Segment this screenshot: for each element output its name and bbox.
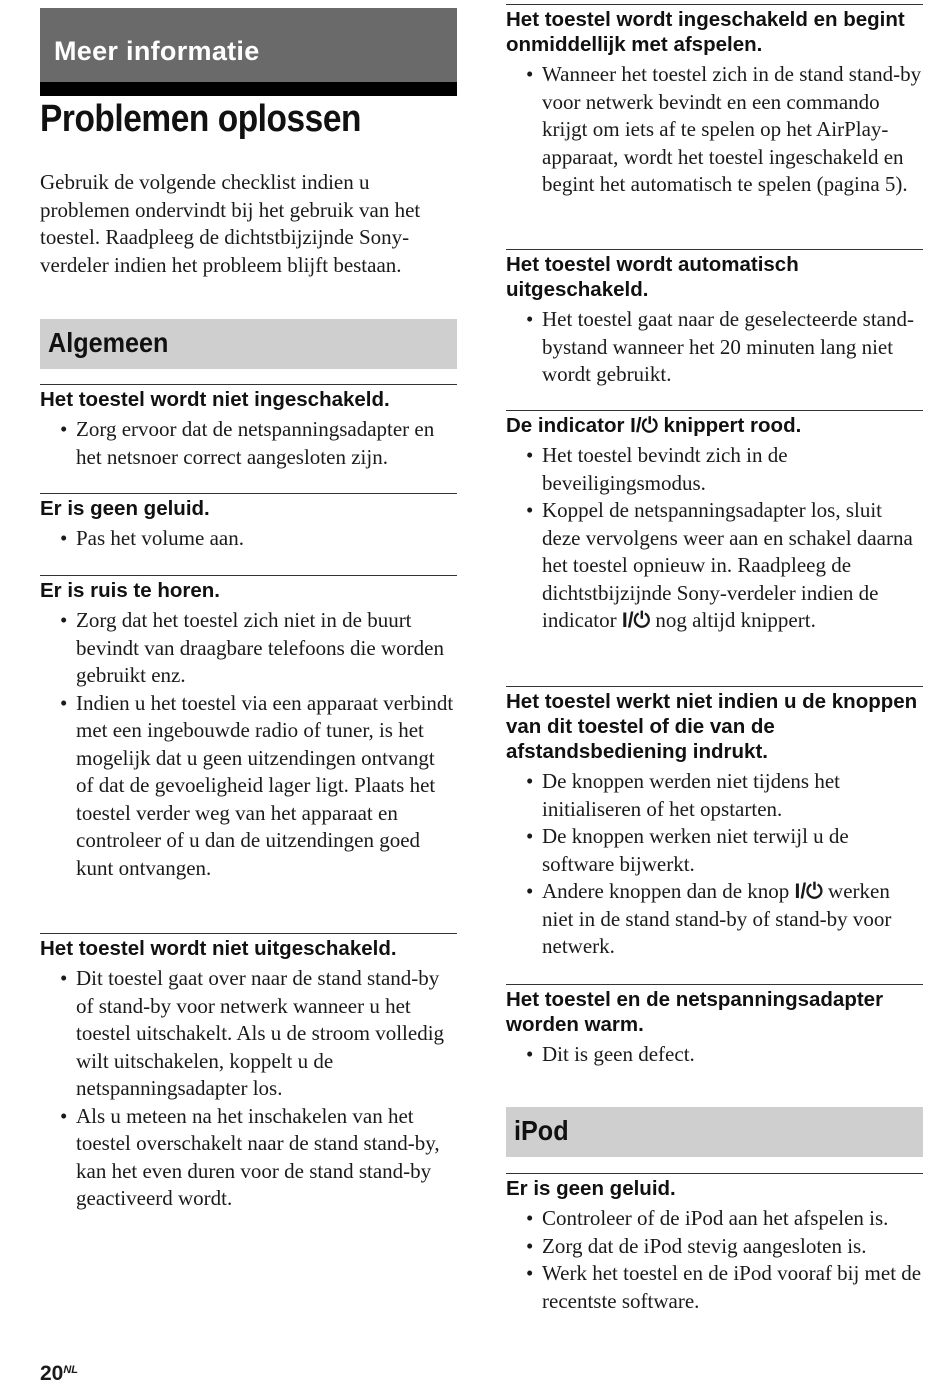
- power-icon: I/⏻: [621, 609, 651, 632]
- section-warm: [506, 984, 923, 1069]
- bullet-list: [40, 965, 457, 1213]
- section-title: Het toestel wordt automatisch uitgeschakeld.: [506, 253, 799, 301]
- list-item: • Zorg ervoor dat de netspanningsadapter en het netsnoer correct aangesloten zijn.: [40, 416, 457, 471]
- bullet-list: [506, 1041, 923, 1069]
- list-item: • De knoppen werken niet terwijl u de software bijwerkt.: [506, 823, 923, 878]
- list-item: • Werk het toestel en de iPod vooraf bij met de recentste software.: [506, 1260, 923, 1315]
- bullet-list: [40, 607, 457, 882]
- list-item: • Wanneer het toestel zich in de stand stand-by voor netwerk bevindt en een commando krijgt om iets af te spelen op het AirPlay-apparaat, wordt het toestel ingeschakeld en begint het automatisch te spelen (pagina 5).: [506, 61, 923, 199]
- heading-band-algemeen: [40, 319, 457, 369]
- list-item: • Het toestel gaat naar de geselecteerde stand-bystand wanneer het 20 minuten lang niet wordt gebruikt.: [506, 306, 923, 389]
- list-item: • Dit toestel gaat over naar de stand stand-by of stand-by voor netwerk wanneer u het toestel uitschakelt. Als u de stroom volledig wilt uitschakelen, koppelt u de netspanningsadapter los.: [40, 965, 457, 1103]
- section-title: Er is geen geluid.: [40, 497, 210, 520]
- list-item: • Pas het volume aan.: [40, 525, 457, 553]
- page-number-value: 20: [40, 1362, 64, 1385]
- item-text: Andere knoppen dan de knop: [542, 879, 795, 903]
- section-title: Het toestel werkt niet indien u de knoppen van dit toestel of die van de afstandsbediening indrukt.: [506, 690, 918, 763]
- power-icon: I/⏻: [794, 880, 823, 903]
- item-text: werken niet in de stand stand-by of stand-by voor netwerk.: [542, 879, 892, 958]
- list-item: • Als u meteen na het inschakelen van het toestel overschakelt naar de stand stand-by, kan het even duren voor de stand stand-by geactiveerd wordt.: [40, 1103, 457, 1213]
- item-text: Koppel de netspanningsadapter los, sluit deze vervolgens weer aan en schakel daarna het toestel opnieuw in. Raadpleeg de dichtstbijzijnde Sony-verdeler indien de indicator: [542, 498, 913, 632]
- heading-band-ipod: [506, 1107, 923, 1157]
- page-number: [40, 1362, 78, 1386]
- power-icon: I/⏻: [630, 414, 658, 437]
- list-item: • Dit is geen defect.: [506, 1041, 923, 1069]
- banner-rule: [40, 82, 457, 96]
- section-noise: [40, 575, 457, 882]
- page-title: Problemen oplossen: [40, 98, 361, 140]
- bullet-list: [506, 768, 923, 961]
- section-indicator-blinking: [506, 410, 923, 635]
- bullet-list: [506, 61, 923, 199]
- list-item: • Zorg dat de iPod stevig aangesloten is.: [506, 1233, 923, 1261]
- section-title: [506, 413, 923, 438]
- title-text: De indicator: [506, 414, 631, 437]
- list-item: [506, 497, 923, 635]
- bullet-list: [506, 442, 923, 635]
- item-text: nog altijd knippert.: [650, 608, 816, 632]
- title-text: knippert rood.: [657, 414, 802, 437]
- heading-ipod: iPod: [514, 1115, 569, 1146]
- section-not-switching-on: [40, 384, 457, 471]
- list-item: • De knoppen werden niet tijdens het initialiseren of het opstarten.: [506, 768, 923, 823]
- section-banner: [40, 8, 457, 96]
- section-no-sound: [40, 493, 457, 553]
- section-buttons-not-working: [506, 686, 923, 961]
- list-item: • Zorg dat het toestel zich niet in de buurt bevindt van draagbare telefoons die worden gebruikt enz.: [40, 607, 457, 690]
- section-title: Er is geen geluid.: [506, 1177, 676, 1200]
- section-title: Er is ruis te horen.: [40, 579, 220, 602]
- bullet-list: [506, 306, 923, 389]
- section-title: Het toestel wordt niet ingeschakeld.: [40, 388, 390, 411]
- section-not-switching-off: [40, 933, 457, 1213]
- list-item: • Controleer of de iPod aan het afspelen is.: [506, 1205, 923, 1233]
- list-item: • Indien u het toestel via een apparaat verbindt met een ingebouwde radio of tuner, is het mogelijk dat u geen uitzendingen ontvangt of dat de gevoeligheid lager ligt. Plaats het toestel verder weg van het apparaat en controleer of u dan de uitzendingen goed kunt ontvangen.: [40, 690, 457, 883]
- section-title: Het toestel wordt niet uitgeschakeld.: [40, 937, 397, 960]
- bullet-list: [40, 416, 457, 471]
- heading-algemeen: Algemeen: [48, 327, 169, 358]
- section-title: Het toestel en de netspanningsadapter worden warm.: [506, 988, 884, 1036]
- bullet-list: [506, 1205, 923, 1315]
- bullet-list: [40, 525, 457, 553]
- intro-paragraph: Gebruik de volgende checklist indien u problemen ondervindt bij het gebruik van het toestel. Raadpleeg de dichtstbijzijnde Sony-verdeler indien het probleem blijft bestaan.: [40, 170, 421, 277]
- language-code: NL: [63, 1364, 79, 1376]
- section-label: Meer informatie: [54, 36, 260, 66]
- section-ipod-no-sound: [506, 1173, 923, 1315]
- section-auto-off: [506, 249, 923, 389]
- section-auto-playback: [506, 4, 923, 199]
- list-item: [506, 878, 923, 961]
- section-title: Het toestel wordt ingeschakeld en begint onmiddellijk met afspelen.: [506, 8, 905, 56]
- list-item: • Het toestel bevindt zich in de beveiligingsmodus.: [506, 442, 923, 497]
